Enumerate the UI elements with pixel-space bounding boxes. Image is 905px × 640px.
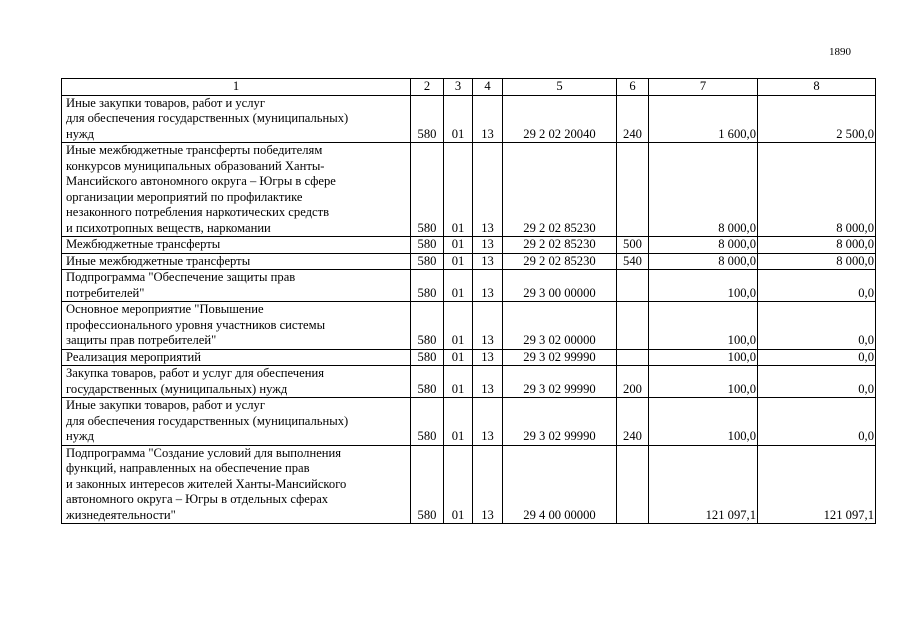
row-name-cell: Иные межбюджетные трансферты: [62, 253, 411, 270]
row-section-cell: 01: [444, 143, 473, 237]
row-subsection-cell: 13: [473, 349, 503, 366]
row-amount-1-cell: 100,0: [649, 349, 758, 366]
row-section-cell: 01: [444, 349, 473, 366]
header-cell-3: 3: [444, 79, 473, 96]
row-section-cell: 01: [444, 237, 473, 254]
row-expense-type-cell: 500: [617, 237, 649, 254]
table-body: [62, 79, 876, 524]
row-amount-1-cell: 8 000,0: [649, 253, 758, 270]
row-section-cell: 01: [444, 366, 473, 398]
row-admin-code-cell: 580: [411, 302, 444, 350]
row-expense-type-cell: 240: [617, 95, 649, 143]
row-expense-type-cell: [617, 445, 649, 524]
row-target-article-cell: 29 3 02 00000: [503, 302, 617, 350]
table-row: [62, 270, 876, 302]
row-subsection-cell: 13: [473, 270, 503, 302]
row-amount-1-cell: 100,0: [649, 270, 758, 302]
row-name-cell: Иные закупки товаров, работ и услуг для обеспечения государственных (муниципальных) нужд: [62, 95, 411, 143]
row-amount-2-cell: 0,0: [758, 366, 876, 398]
row-subsection-cell: 13: [473, 253, 503, 270]
row-amount-1-cell: 121 097,1: [649, 445, 758, 524]
row-admin-code-cell: 580: [411, 253, 444, 270]
row-expense-type-cell: [617, 270, 649, 302]
row-section-cell: 01: [444, 270, 473, 302]
table-row: [62, 237, 876, 254]
row-name-cell: Подпрограмма "Обеспечение защиты прав потребителей": [62, 270, 411, 302]
table-row: [62, 445, 876, 524]
row-target-article-cell: 29 3 00 00000: [503, 270, 617, 302]
row-name-cell: Подпрограмма "Создание условий для выполнения функций, направленных на обеспечение прав и законных интересов жителей Ханты-Мансийского автономного округа – Югры в отдельных сферах жизнедеятельности": [62, 445, 411, 524]
row-name-cell: Межбюджетные трансферты: [62, 237, 411, 254]
header-cell-5: 5: [503, 79, 617, 96]
table-row: [62, 143, 876, 237]
row-target-article-cell: 29 3 02 99990: [503, 366, 617, 398]
table-row: [62, 253, 876, 270]
row-admin-code-cell: 580: [411, 366, 444, 398]
row-section-cell: 01: [444, 302, 473, 350]
row-admin-code-cell: 580: [411, 398, 444, 446]
row-subsection-cell: 13: [473, 398, 503, 446]
row-amount-2-cell: 8 000,0: [758, 253, 876, 270]
row-amount-1-cell: 1 600,0: [649, 95, 758, 143]
row-expense-type-cell: [617, 349, 649, 366]
row-subsection-cell: 13: [473, 237, 503, 254]
row-amount-2-cell: 121 097,1: [758, 445, 876, 524]
row-section-cell: 01: [444, 95, 473, 143]
row-amount-2-cell: 0,0: [758, 398, 876, 446]
row-name-cell: Иные закупки товаров, работ и услуг для обеспечения государственных (муниципальных) нужд: [62, 398, 411, 446]
row-subsection-cell: 13: [473, 366, 503, 398]
row-amount-1-cell: 100,0: [649, 366, 758, 398]
row-subsection-cell: 13: [473, 95, 503, 143]
row-admin-code-cell: 580: [411, 349, 444, 366]
row-target-article-cell: 29 3 02 99990: [503, 398, 617, 446]
row-name-cell: Закупка товаров, работ и услуг для обеспечения государственных (муниципальных) нужд: [62, 366, 411, 398]
row-amount-2-cell: 8 000,0: [758, 237, 876, 254]
page-number: 1890: [829, 46, 851, 58]
row-subsection-cell: 13: [473, 302, 503, 350]
row-expense-type-cell: 240: [617, 398, 649, 446]
table-row: [62, 366, 876, 398]
row-target-article-cell: 29 2 02 85230: [503, 237, 617, 254]
row-name-cell: Основное мероприятие "Повышение профессионального уровня участников системы защиты прав потребителей": [62, 302, 411, 350]
header-cell-6: 6: [617, 79, 649, 96]
row-admin-code-cell: 580: [411, 237, 444, 254]
row-expense-type-cell: 540: [617, 253, 649, 270]
row-section-cell: 01: [444, 445, 473, 524]
header-cell-1: 1: [62, 79, 411, 96]
row-subsection-cell: 13: [473, 445, 503, 524]
row-amount-2-cell: 0,0: [758, 349, 876, 366]
row-section-cell: 01: [444, 398, 473, 446]
row-expense-type-cell: [617, 302, 649, 350]
table-row: [62, 95, 876, 143]
table-row: [62, 349, 876, 366]
row-target-article-cell: 29 2 02 85230: [503, 253, 617, 270]
row-amount-2-cell: 0,0: [758, 302, 876, 350]
row-amount-1-cell: 8 000,0: [649, 237, 758, 254]
row-amount-1-cell: 100,0: [649, 302, 758, 350]
row-name-cell: Иные межбюджетные трансферты победителям конкурсов муниципальных образований Ханты- Мансийского автономного округа – Югры в сфере организации мероприятий по профилактике незаконного потребления наркотических средств и психотропных веществ, наркомании: [62, 143, 411, 237]
row-target-article-cell: 29 2 02 20040: [503, 95, 617, 143]
table-row: [62, 302, 876, 350]
row-expense-type-cell: [617, 143, 649, 237]
header-cell-7: 7: [649, 79, 758, 96]
table-row: [62, 398, 876, 446]
row-target-article-cell: 29 3 02 99990: [503, 349, 617, 366]
header-cell-2: 2: [411, 79, 444, 96]
row-admin-code-cell: 580: [411, 270, 444, 302]
row-subsection-cell: 13: [473, 143, 503, 237]
row-target-article-cell: 29 4 00 00000: [503, 445, 617, 524]
row-amount-2-cell: 0,0: [758, 270, 876, 302]
row-amount-2-cell: 8 000,0: [758, 143, 876, 237]
row-target-article-cell: 29 2 02 85230: [503, 143, 617, 237]
table-header-row: [62, 79, 876, 96]
header-cell-4: 4: [473, 79, 503, 96]
row-amount-1-cell: 8 000,0: [649, 143, 758, 237]
row-admin-code-cell: 580: [411, 445, 444, 524]
row-expense-type-cell: 200: [617, 366, 649, 398]
row-section-cell: 01: [444, 253, 473, 270]
header-cell-8: 8: [758, 79, 876, 96]
row-admin-code-cell: 580: [411, 95, 444, 143]
row-amount-1-cell: 100,0: [649, 398, 758, 446]
row-amount-2-cell: 2 500,0: [758, 95, 876, 143]
row-admin-code-cell: 580: [411, 143, 444, 237]
budget-table: [61, 78, 876, 524]
row-name-cell: Реализация мероприятий: [62, 349, 411, 366]
